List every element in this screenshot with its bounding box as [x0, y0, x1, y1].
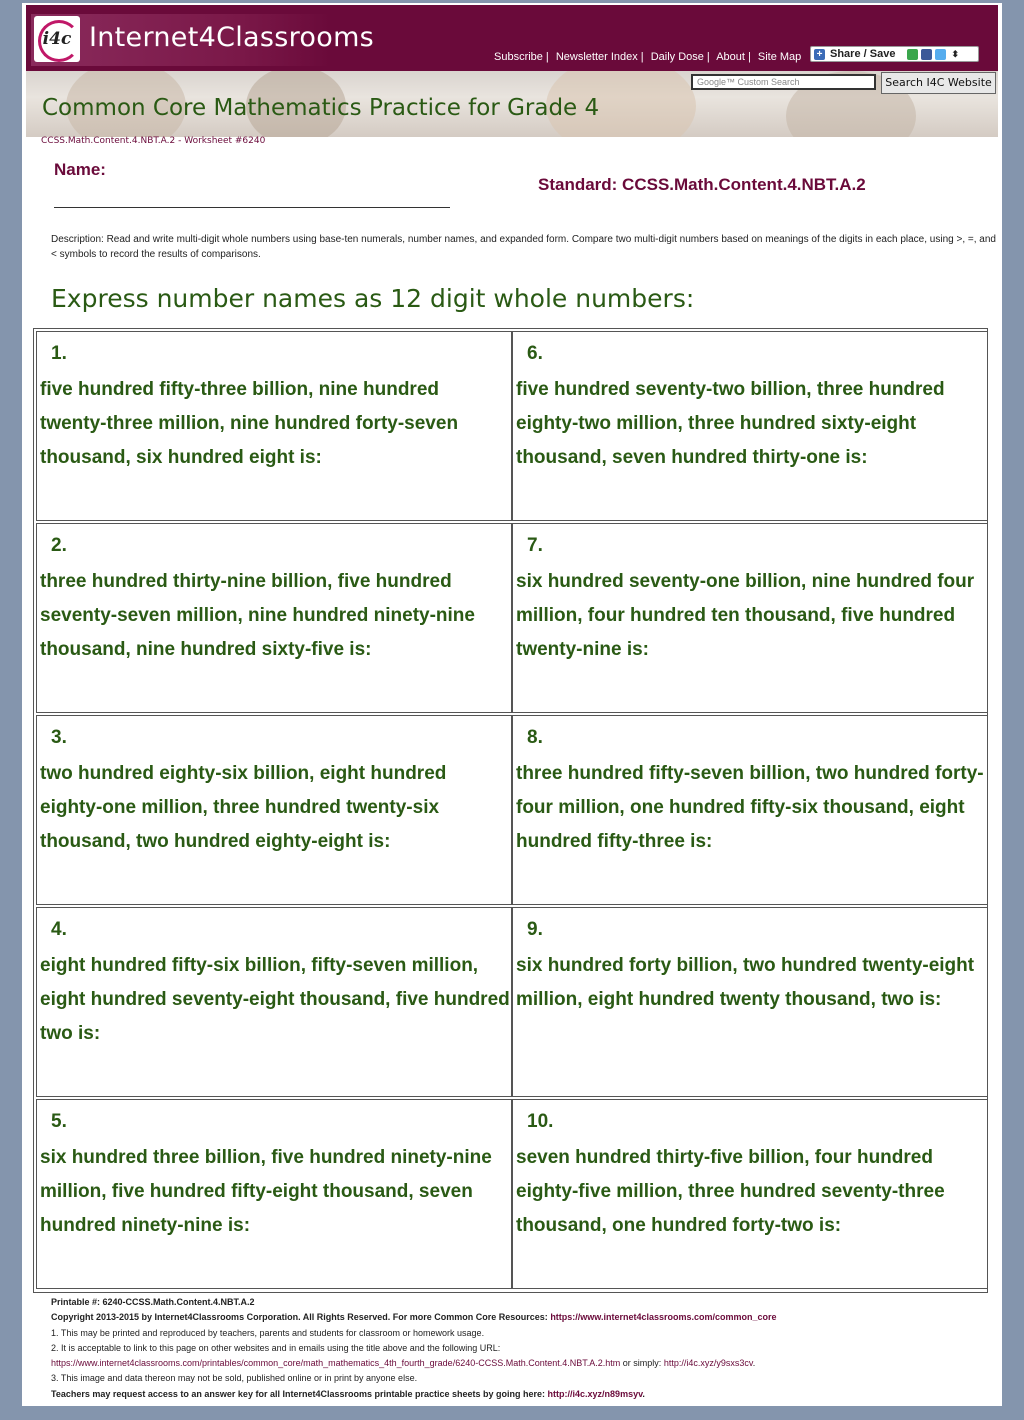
question-text: five hundred fifty-three billion, nine hundred twenty-three million, nine hundred forty-seven thousand, six hundred eight is:	[40, 379, 459, 468]
share-save-button[interactable]	[810, 46, 979, 62]
question-text: two hundred eighty-six billion, eight hundred eighty-one million, three hundred twenty-six thousand, two hundred eighty-eight is:	[40, 763, 447, 852]
question-text: seven hundred thirty-five billion, four hundred eighty-five million, three hundred seventy-three thousand, one hundred forty-two is:	[516, 1147, 945, 1236]
question-text: six hundred seventy-one billion, nine hundred four million, four hundred ten thousand, five hundred twenty-nine is:	[516, 571, 975, 660]
nav-daily-dose[interactable]: Daily Dose	[650, 51, 704, 63]
question-text: six hundred forty billion, two hundred twenty-eight million, eight hundred twenty thousand, two is:	[516, 955, 975, 1010]
question-number: 8.	[527, 727, 543, 748]
custom-search-input[interactable]: Google™ Custom Search	[691, 74, 876, 90]
question-number: 1.	[51, 343, 67, 364]
usage-note-3: 3. This image and data thereon may not be sold, published online or in print by anyone else.	[51, 1373, 418, 1384]
usage-note-2: 2. It is acceptable to link to this page on other websites and in emails using the title above and the following URL:	[51, 1342, 501, 1353]
top-nav: Subscribe | Newsletter Index | Daily Dose | About | Site Map	[494, 51, 802, 63]
answer-key-line: Teachers may request access to an answer key for all Internet4Classrooms printable practice sheets by going here: http://i4c.xyz/n89msyv.	[51, 1388, 645, 1399]
question-number: 4.	[51, 919, 67, 940]
questions-grid	[33, 328, 988, 1293]
usage-note-2-urls: https://www.internet4classrooms.com/printables/common_core/math_mathematics_4th_fourth_grade/6240-CCSS.Math.Content.4.NBT.A.2.htm or simply: http://i4c.xyz/y9sxs3cv.	[51, 1358, 756, 1369]
twitter-icon	[935, 49, 946, 60]
usage-note-2-mid: or simply:	[622, 1358, 662, 1369]
short-url-link[interactable]: http://i4c.xyz/y9sxs3cv	[663, 1358, 753, 1369]
standard-label: Standard: CCSS.Math.Content.4.NBT.A.2	[538, 175, 866, 194]
facebook-icon	[921, 49, 932, 60]
question-cell	[36, 907, 512, 1097]
question-cell	[36, 715, 512, 905]
question-cell	[512, 331, 988, 521]
nav-subscribe[interactable]: Subscribe	[494, 51, 543, 63]
i4c-logo-icon: i4c	[34, 16, 80, 62]
copyright-text: Copyright 2013-2015 by Internet4Classrooms Corporation. All Rights Reserved. For more Common Core Resources:	[51, 1312, 548, 1323]
question-cell	[512, 715, 988, 905]
nav-newsletter-index[interactable]: Newsletter Index	[555, 51, 638, 63]
name-underline	[54, 207, 450, 208]
standard-description: Description: Read and write multi-digit whole numbers using base-ten numerals, number names, and expanded form. Compare two multi-digit numbers based on meanings of the digits in each place, using >, =, and < symbols to record the results of comparisons.	[51, 234, 996, 260]
worksheet-instructions: Express number names as 12 digit whole numbers:	[51, 284, 695, 313]
name-label: Name:	[54, 160, 106, 179]
question-text: three hundred thirty-nine billion, five hundred seventy-seven million, nine hundred ninety-nine thousand, nine hundred sixty-five is:	[40, 571, 475, 660]
answer-key-link[interactable]: http://i4c.xyz/n89msyv	[547, 1388, 643, 1399]
question-cell	[512, 1099, 988, 1289]
answer-key-text: Teachers may request access to an answer key for all Internet4Classrooms printable practice sheets by going here:	[51, 1388, 546, 1399]
printable-number: Printable #: 6240-CCSS.Math.Content.4.NBT.A.2	[51, 1297, 255, 1307]
page-title: Common Core Mathematics Practice for Grade 4	[42, 95, 600, 121]
common-core-link[interactable]: https://www.internet4classrooms.com/common_core	[550, 1312, 777, 1323]
question-text: five hundred seventy-two billion, three hundred eighty-two million, three hundred sixty-eight thousand, seven hundred thirty-one is:	[516, 379, 945, 468]
site-header	[26, 5, 998, 71]
question-text: six hundred three billion, five hundred ninety-nine million, five hundred fifty-eight thousand, seven hundred ninety-nine is:	[40, 1147, 492, 1236]
copyright-line	[51, 1310, 996, 1325]
banner	[26, 71, 998, 137]
site-logo-text: Internet4Classrooms	[89, 22, 375, 53]
question-number: 6.	[527, 343, 543, 364]
footer	[51, 1295, 996, 1402]
question-number: 5.	[51, 1111, 67, 1132]
question-cell	[512, 523, 988, 713]
question-number: 10.	[527, 1111, 554, 1132]
worksheet-url-link[interactable]: https://www.internet4classrooms.com/printables/common_core/math_mathematics_4th_fourth_grade/6240-CCSS.Math.Content.4.NBT.A.2.htm	[51, 1358, 621, 1369]
question-number: 2.	[51, 535, 67, 556]
share-save-label: Share / Save	[830, 48, 896, 60]
question-number: 3.	[51, 727, 67, 748]
question-cell	[36, 523, 512, 713]
worksheet-page	[22, 3, 1002, 1406]
question-cell	[512, 907, 988, 1097]
question-cell	[36, 1099, 512, 1289]
search-site-button[interactable]: Search I4C Website	[881, 72, 996, 94]
worksheet-reference: CCSS.Math.Content.4.NBT.A.2 - Worksheet #6240	[41, 136, 266, 146]
nav-site-map[interactable]: Site Map	[757, 51, 802, 63]
site-logo[interactable]	[31, 14, 375, 66]
nav-about[interactable]: About	[716, 51, 745, 63]
question-number: 9.	[527, 919, 543, 940]
question-cell	[36, 331, 512, 521]
question-text: eight hundred fifty-six billion, fifty-seven million, eight hundred seventy-eight thousand, five hundred two is:	[40, 955, 510, 1044]
share-plus-icon: +	[814, 49, 825, 60]
question-number: 7.	[527, 535, 543, 556]
question-text: three hundred fifty-seven billion, two hundred forty-four million, one hundred fifty-six thousand, eight hundred fifty-three is:	[516, 763, 984, 852]
usage-note-1: 1. This may be printed and reproduced by teachers, parents and students for classroom or homework usage.	[51, 1327, 485, 1338]
share-email-icon	[907, 49, 918, 60]
share-dropdown-icon: ⬍	[951, 48, 959, 59]
